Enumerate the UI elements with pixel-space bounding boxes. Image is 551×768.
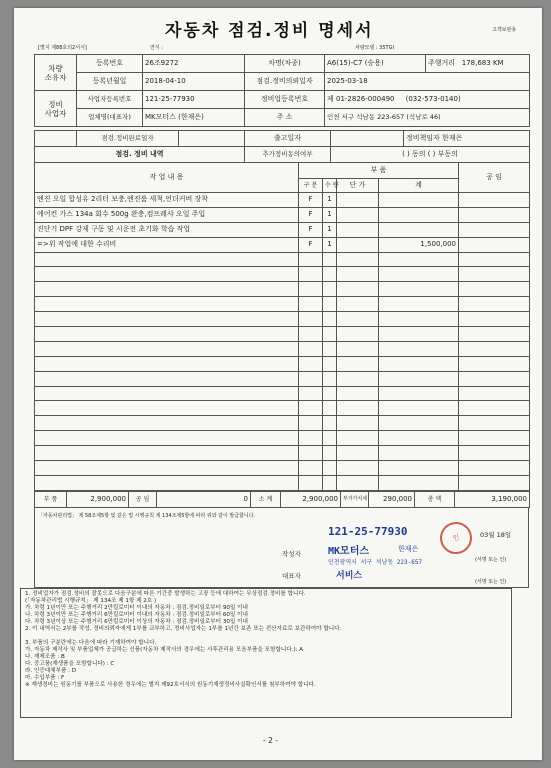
qty-cell	[323, 356, 337, 371]
page-number: - 2 -	[263, 736, 278, 745]
note-line: 가. 자동차 제작사 및 부품업체가 공급하는 신품(자동차 제작사의 경우에는 사후관리용 모음부품을 포함합니다.): A	[25, 647, 304, 653]
total-cell	[379, 222, 459, 237]
table-row	[35, 252, 530, 267]
qty-cell	[323, 252, 337, 267]
vat-value: 290,000	[369, 492, 415, 508]
shop-phone: (032-573-0140)	[405, 95, 461, 103]
work-cell	[35, 386, 299, 401]
labor-cell	[459, 237, 530, 252]
total-labor-value: 0	[157, 492, 251, 508]
qty-cell: 1	[323, 222, 337, 237]
request-date-value: 2025-03-18	[325, 73, 530, 91]
price-cell	[337, 327, 379, 342]
table-row	[35, 222, 530, 237]
work-cell	[35, 356, 299, 371]
grand-total-label: 총 액	[415, 492, 455, 508]
type-cell: F	[299, 237, 323, 252]
total-cell	[379, 193, 459, 208]
qty-cell	[323, 312, 337, 327]
type-cell	[299, 431, 323, 446]
issue-date: 03월 18일	[480, 531, 512, 539]
work-cell	[35, 431, 299, 446]
details-label: 점검. 정비 내역	[35, 147, 245, 163]
note-line: 3. 부품의 구분란에는 다음에 따라 기재하여야 합니다.	[25, 640, 157, 646]
labor-cell	[459, 475, 530, 490]
work-details-table	[34, 162, 530, 491]
table-row	[35, 401, 530, 416]
labor-cell	[459, 193, 530, 208]
table-row	[35, 237, 530, 252]
table-row	[35, 327, 530, 342]
work-cell	[35, 416, 299, 431]
type-cell	[299, 475, 323, 490]
work-cell	[35, 371, 299, 386]
work-cell	[35, 341, 299, 356]
stamp-address: 인천광역시 서구 석남동 223-657	[328, 559, 423, 566]
writer-label: 작성자	[282, 550, 301, 558]
price-cell	[337, 267, 379, 282]
total-cell	[379, 475, 459, 490]
table-row	[35, 267, 530, 282]
total-cell	[379, 282, 459, 297]
type-cell	[299, 461, 323, 476]
type-cell	[299, 371, 323, 386]
work-cell	[35, 267, 299, 282]
price-cell	[337, 341, 379, 356]
type-cell	[299, 416, 323, 431]
price-cell	[337, 386, 379, 401]
form-reference: [별지 제88호의2서식]	[38, 45, 87, 51]
price-cell	[337, 222, 379, 237]
sub-header-price: 단 가	[337, 179, 379, 193]
type-cell: F	[299, 207, 323, 222]
work-cell: =>위 작업에 대한 수리비	[35, 237, 299, 252]
address-value: 인천 서구 석남동 223-657 (석남로 46)	[325, 109, 530, 127]
note-line: 가. 차령 1년이만 또는 주행거리 2만킬로미터 이내의 자동차 : 점검.정비일로부터 90일 이내	[25, 605, 248, 611]
consent-options: ( ) 동의 ( ) 부동의	[331, 147, 530, 163]
work-cell	[35, 401, 299, 416]
work-cell	[35, 312, 299, 327]
work-cell: 에어컨 가스 134a 회수 500g 완충,컴프레샤 오일 주입	[35, 207, 299, 222]
work-cell	[35, 475, 299, 490]
price-cell	[337, 446, 379, 461]
labor-cell	[459, 222, 530, 237]
qty-cell	[323, 371, 337, 386]
table-row	[35, 356, 530, 371]
qty-cell	[323, 446, 337, 461]
table-row	[35, 297, 530, 312]
table-row	[35, 282, 530, 297]
work-cell: 진단기 DPF 강제 구동 및 시운전 초기화 학습 작업	[35, 222, 299, 237]
total-cell	[379, 356, 459, 371]
total-cell	[379, 252, 459, 267]
manager-cell	[404, 131, 530, 147]
total-labor-label: 공 임	[129, 492, 157, 508]
qty-cell	[323, 475, 337, 490]
parts-header: 부 품	[299, 163, 459, 179]
table-row	[35, 386, 530, 401]
type-cell	[299, 401, 323, 416]
stamp-company: MK모터스	[328, 546, 370, 557]
total-cell	[379, 416, 459, 431]
note-line: 라. 인증대체부품 : D	[25, 668, 77, 674]
type-cell	[299, 282, 323, 297]
subtotal-label: 소 계	[251, 492, 281, 508]
sub-header-qty: 수 량	[323, 179, 337, 193]
note-line: 마. 수입부품 : F	[25, 675, 65, 681]
labor-cell	[459, 267, 530, 282]
company-value: MK모터스 (한재은)	[143, 109, 245, 127]
total-cell	[379, 401, 459, 416]
dates-table	[34, 130, 530, 163]
note-line	[25, 633, 507, 640]
table-row	[35, 446, 530, 461]
qty-cell	[323, 297, 337, 312]
totals-table	[34, 491, 530, 508]
corner-label: 고객보관용	[492, 27, 517, 33]
price-cell	[337, 282, 379, 297]
sub-header-total: 계	[379, 179, 459, 193]
type-cell	[299, 312, 323, 327]
total-cell: 1,500,000	[379, 237, 459, 252]
labor-cell	[459, 446, 530, 461]
reg-no-value: 26조9272	[143, 55, 245, 73]
legal-text: 「자동차관리법」 제 58조제5항 및 같은 법 시행규칙 제 134조제5항에 따라 위와 같이 발급합니다.	[38, 513, 256, 519]
stamp-service: 서비스	[336, 571, 363, 581]
manager-value: 한재은	[442, 134, 463, 142]
total-parts-label: 부 품	[35, 492, 67, 508]
type-cell	[299, 386, 323, 401]
work-cell: 엔진 오일 합성유 2리터 보충,엔진룸 세척,언더커버 장착	[35, 193, 299, 208]
qty-cell	[323, 386, 337, 401]
table-row	[35, 475, 530, 490]
writer-signature-note: (서명 또는 인)	[475, 557, 507, 563]
manager-label: 정비책임자	[406, 134, 440, 142]
labor-cell	[459, 356, 530, 371]
owner-section-label: 차량 소유자	[35, 55, 77, 91]
labor-cell	[459, 312, 530, 327]
model-label: 차명(차종)	[245, 55, 325, 73]
price-cell	[337, 401, 379, 416]
type-cell	[299, 297, 323, 312]
labor-cell	[459, 416, 530, 431]
price-cell	[337, 371, 379, 386]
sub-header-type: 구 분	[299, 179, 323, 193]
qty-cell	[323, 461, 337, 476]
labor-cell	[459, 461, 530, 476]
type-cell: F	[299, 193, 323, 208]
biz-no-value: 121-25-77930	[143, 91, 245, 109]
labor-cell	[459, 341, 530, 356]
labor-cell	[459, 431, 530, 446]
owner-business-table	[34, 54, 530, 127]
labor-cell	[459, 386, 530, 401]
labor-cell	[459, 252, 530, 267]
subtotal-value: 2,900,000	[281, 492, 341, 508]
table-row	[35, 431, 530, 446]
form-number-label: 연식 :	[150, 45, 163, 51]
notes-box	[20, 588, 512, 718]
type-cell	[299, 356, 323, 371]
price-cell	[337, 207, 379, 222]
qty-cell	[323, 431, 337, 446]
price-cell	[337, 252, 379, 267]
note-line: 2. 이 내역서는 2부를 작성, 정비의뢰자에게 1부를 교부하고, 정비사업자는 1부를 1년간 보존 또는 전산자료로 보관하여야 합니다.	[25, 626, 342, 632]
stamp-biz-no: 121-25-77930	[328, 525, 408, 538]
price-cell	[337, 297, 379, 312]
total-cell	[379, 297, 459, 312]
price-cell	[337, 431, 379, 446]
type-cell: F	[299, 222, 323, 237]
shop-reg-label: 정비업등록번호	[245, 91, 325, 109]
reg-date-value: 2018-04-10	[143, 73, 245, 91]
qty-cell	[323, 401, 337, 416]
total-parts-value: 2,900,000	[67, 492, 129, 508]
grand-total-value: 3,190,000	[455, 492, 530, 508]
note-line: (「자동차관리법 시행규칙」 제 134조 제 1항 제 2호 )	[25, 598, 157, 604]
qty-cell: 1	[323, 237, 337, 252]
work-cell	[35, 327, 299, 342]
note-line: 다. 중고품(재생품을 포함합니다) : C	[25, 661, 115, 667]
shop-reg-value: 제 01-2826-000490	[327, 95, 395, 103]
total-cell	[379, 327, 459, 342]
qty-cell	[323, 327, 337, 342]
shop-reg-cell	[325, 91, 530, 109]
work-cell	[35, 282, 299, 297]
note-line: 1. 정비업자가 점검.정비의 잘못으로 다음구분에 따른 기간중 발생하는 고장 등에 대하여는 무상점검.정비를 합니다.	[25, 591, 306, 597]
company-seal-stamp: 인	[437, 519, 474, 556]
biz-no-label: 사업자등록번호	[77, 91, 143, 109]
type-cell	[299, 327, 323, 342]
total-cell	[379, 341, 459, 356]
company-label: 업체명(대표자)	[77, 109, 143, 127]
total-cell	[379, 207, 459, 222]
reg-date-label: 등록년월일	[77, 73, 143, 91]
total-cell	[379, 371, 459, 386]
price-cell	[337, 193, 379, 208]
labor-cell	[459, 401, 530, 416]
vehicle-model-label: 차량모델 : 35TGI	[355, 45, 394, 51]
qty-cell	[323, 282, 337, 297]
mileage-cell	[426, 55, 530, 73]
mileage-value: 178,683 KM	[461, 59, 504, 67]
representative-label: 대표자	[282, 572, 301, 580]
qty-cell: 1	[323, 193, 337, 208]
price-cell	[337, 416, 379, 431]
labor-header: 공 임	[459, 163, 530, 193]
total-cell	[379, 386, 459, 401]
labor-cell	[459, 327, 530, 342]
work-cell	[35, 252, 299, 267]
note-line: 나. 재제조품 : B	[25, 654, 65, 660]
notes-list	[21, 589, 511, 691]
vat-label: 부가가치세	[341, 492, 369, 508]
note-line: 다. 차령 3년이상 또는 주행거리 6만킬로미터 이상의 자동차 : 점검.정비일로부터 30일 이내	[25, 619, 248, 625]
type-cell	[299, 341, 323, 356]
note-line: ※ 재생정비는 원동기를 부품으로 사용한 경우에는 별지 제92호서식의 원동기재생정비사실확인서를 첨부하여야 합니다.	[25, 682, 316, 688]
document-title: 자동차 점검.정비 명세서	[165, 21, 374, 41]
completed-date-label: 점검.정비완료일자	[77, 131, 179, 147]
total-cell	[379, 461, 459, 476]
mileage-label: 주행거리	[428, 59, 456, 67]
table-row	[35, 416, 530, 431]
type-cell	[299, 267, 323, 282]
stamp-representative: 한재은	[398, 545, 419, 553]
price-cell	[337, 461, 379, 476]
table-row	[35, 371, 530, 386]
request-date-label: 점검.정비의뢰일자	[245, 73, 325, 91]
consent-label: 추가정비동의여부	[245, 147, 331, 163]
delivery-date-label: 출고일자	[245, 131, 331, 147]
table-row	[35, 207, 530, 222]
work-cell	[35, 297, 299, 312]
price-cell	[337, 237, 379, 252]
labor-cell	[459, 371, 530, 386]
work-cell	[35, 446, 299, 461]
labor-cell	[459, 282, 530, 297]
total-cell	[379, 446, 459, 461]
type-cell	[299, 252, 323, 267]
business-section-label: 정비 사업자	[35, 91, 77, 127]
total-cell	[379, 312, 459, 327]
total-cell	[379, 431, 459, 446]
qty-cell	[323, 416, 337, 431]
note-line: 나. 차령 3년이만 또는 주행거리 6만킬로미터 이내의 자동차 : 점검.정비일로부터 60일 이내	[25, 612, 248, 618]
model-value: A6(15)-C7 (승용)	[325, 55, 426, 73]
reg-no-label: 등록번호	[77, 55, 143, 73]
representative-signature-note: (서명 또는 인)	[475, 579, 507, 585]
table-row	[35, 461, 530, 476]
work-header: 작 업 내 용	[35, 163, 299, 193]
total-cell	[379, 267, 459, 282]
work-cell	[35, 461, 299, 476]
qty-cell: 1	[323, 207, 337, 222]
labor-cell	[459, 297, 530, 312]
type-cell	[299, 446, 323, 461]
price-cell	[337, 356, 379, 371]
price-cell	[337, 312, 379, 327]
qty-cell	[323, 341, 337, 356]
table-row	[35, 312, 530, 327]
table-row	[35, 341, 530, 356]
table-row	[35, 193, 530, 208]
labor-cell	[459, 207, 530, 222]
address-label: 주 소	[245, 109, 325, 127]
qty-cell	[323, 267, 337, 282]
price-cell	[337, 475, 379, 490]
